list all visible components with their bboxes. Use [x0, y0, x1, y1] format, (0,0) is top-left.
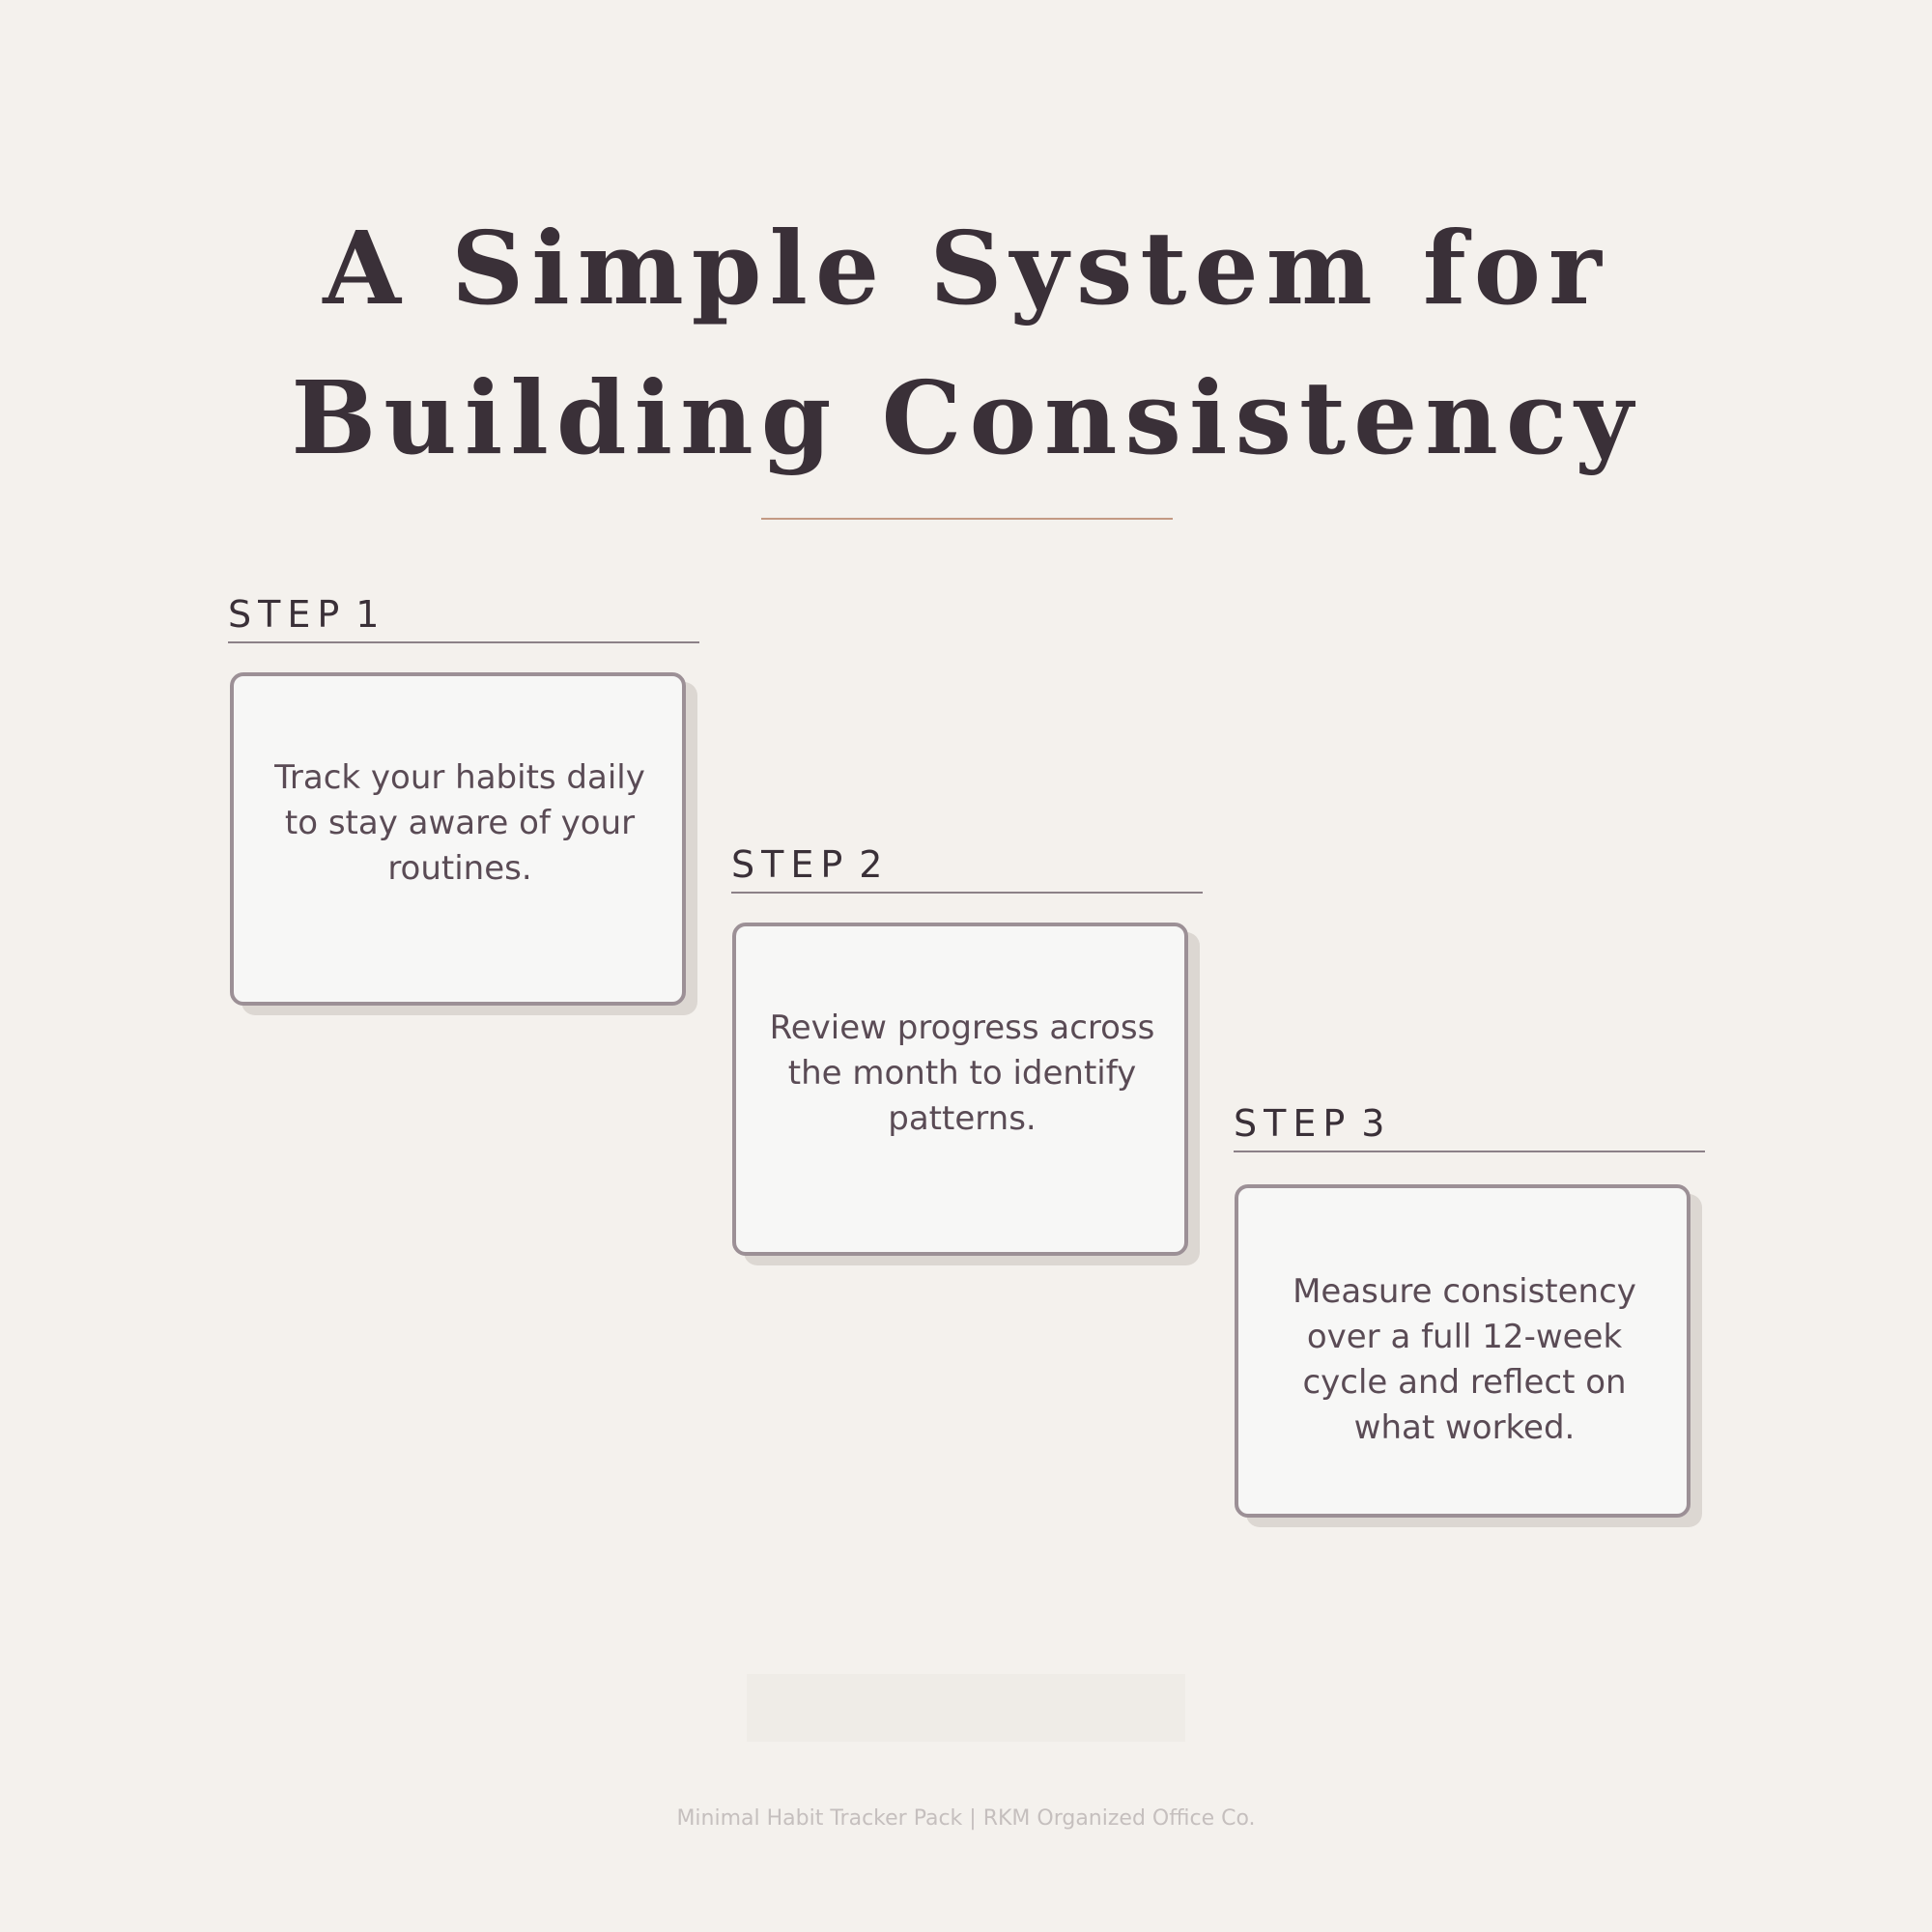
title-line-1: A Simple System for — [323, 209, 1609, 327]
step-3-number: 3 — [1361, 1102, 1392, 1145]
title-line-2: Building Consistency — [291, 358, 1641, 477]
step-3-text: Measure consistency over a full 12-week cycle and reflect on what worked. — [1293, 1272, 1636, 1447]
step-3-label: STEP — [1234, 1102, 1352, 1145]
step-1-card — [230, 672, 686, 1006]
step-2-number: 2 — [859, 843, 890, 886]
step-1-number: 1 — [355, 593, 386, 636]
step-3-header — [1234, 1100, 1705, 1152]
page-title — [0, 193, 1932, 493]
step-2-card — [732, 923, 1188, 1256]
footer-placeholder-box — [747, 1674, 1185, 1742]
step-2-label: STEP — [731, 843, 850, 886]
step-2-text: Review progress across the month to identify patterns. — [769, 1009, 1155, 1138]
step-1-text: Track your habits daily to stay aware of your routines. — [274, 758, 645, 888]
footer-text: Minimal Habit Tracker Pack | RKM Organized Office Co. — [676, 1806, 1256, 1831]
step-1-header — [228, 591, 699, 643]
title-divider — [761, 518, 1173, 520]
step-1-label: STEP — [228, 593, 347, 636]
step-3-card — [1235, 1184, 1690, 1518]
step-2-header — [731, 841, 1203, 894]
